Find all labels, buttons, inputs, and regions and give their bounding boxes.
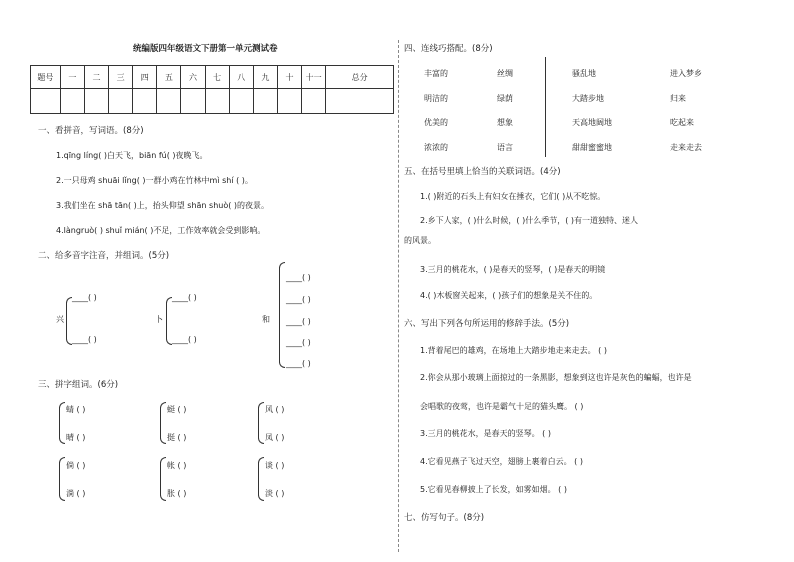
s3-item-3a: 风 ( ) [265,405,285,414]
score-header-cell: 题号 [31,66,61,89]
brace-3 [279,262,285,368]
s6-line-1: 1.背着尾巴的雄鸡，在场地上大踏步地走来走去。 ( ) [420,346,607,355]
s6-line-3: 3.三月的桃花水，是春天的竖琴。 ( ) [420,429,551,438]
s3-item-6a: 谈 ( ) [265,461,285,470]
page-title: 统编版四年级语文下册第一单元测试卷 [133,44,278,54]
s4-c3-4[interactable]: 甜甜蜜蜜地 [572,143,612,152]
s3-item-1b: 晴 ( ) [66,433,86,442]
s4-c4-1[interactable]: 进入梦乡 [670,69,702,78]
s2-blank-2b: ____( ) [172,335,197,344]
s6-line-5: 5.它看见春柳披上了长发，如雾如烟。 ( ) [420,485,567,494]
s5-line-2-cont: 的风景。 [404,236,436,245]
s4-c3-1[interactable]: 骚乱地 [572,69,596,78]
s2-blank-1b: ____( ) [72,335,97,344]
s3-item-3b: 凤 ( ) [265,433,285,442]
section-4-heading: 四、连线巧搭配。(8分) [404,44,493,54]
s3-item-4b: 淌 ( ) [66,489,86,498]
score-cell[interactable] [157,89,181,114]
column-divider [398,40,399,552]
s5-line-1: 1.( )附近的石头上有妇女在捶衣，它们( )从不吃惊。 [420,192,606,201]
s5-line-4: 4.( )木板窗关起来，( )孩子们的想象是关不住的。 [420,291,598,300]
s1-line-3: 3.我们坐在 shā tān( )上，抬头仰望 shān shuò( )的夜景。 [56,201,270,210]
score-header-row [31,66,394,89]
s6-line-2-cont: 会唱歌的夜莺，也许是霸气十足的猫头鹰。 ( ) [420,402,584,411]
s4-c2-2[interactable]: 绿荫 [497,94,513,103]
score-header-cell: 八 [229,66,253,89]
s3-item-1a: 蜻 ( ) [66,405,86,414]
s4-c2-1[interactable]: 丝绸 [497,69,513,78]
section-1-heading: 一、看拼音，写词语。(8分) [38,126,144,136]
section-3-heading: 三、拼字组词。(6分) [38,380,119,390]
brace-s3-5 [160,457,166,501]
s3-item-6b: 淡 ( ) [265,489,285,498]
polyphone-char-2: 卜 [155,315,163,324]
score-cell[interactable] [31,89,61,114]
s5-line-3: 3.三月的桃花水，( )是春天的竖琴，( )是春天的明镜 [420,265,606,274]
s2-blank-3d: ____( ) [286,338,311,347]
score-table [30,65,394,114]
s4-c1-3[interactable]: 优美的 [424,118,448,127]
s4-c2-4[interactable]: 语言 [497,143,513,152]
s1-line-1: 1.qīng líng( )白天飞，biān fú( )夜晚飞。 [56,151,208,160]
s4-c2-3[interactable]: 想象 [497,118,513,127]
s2-blank-3b: ____( ) [286,295,311,304]
brace-s3-3 [258,402,264,444]
score-cell[interactable] [302,89,326,114]
score-cell[interactable] [205,89,229,114]
brace-s3-4 [59,457,65,501]
score-header-cell: 二 [84,66,108,89]
score-header-cell: 七 [205,66,229,89]
s2-blank-3e: ____( ) [286,359,311,368]
s6-line-4: 4.它看见燕子飞过天空，翅膀上裹着白云。 ( ) [420,457,583,466]
s4-c4-2[interactable]: 归来 [670,94,686,103]
s4-c1-2[interactable]: 明洁的 [424,94,448,103]
s4-c3-2[interactable]: 大踏步地 [572,94,604,103]
score-header-cell: 十 [277,66,301,89]
s1-line-4: 4.làngruò( ) shuǐ mián( )不足，工作效率就会受到影响。 [56,226,266,235]
s2-blank-3c: ____( ) [286,317,311,326]
score-cell[interactable] [84,89,108,114]
brace-s3-6 [258,457,264,501]
s4-c1-4[interactable]: 浓浓的 [424,143,448,152]
s6-line-2: 2.你会从那小玻璃上面掠过的一条黑影，想象到这也许是灰色的蝙蝠，也许是 [420,373,692,382]
section-6-heading: 六、写出下列各句所运用的修辞手法。(5分) [404,319,570,329]
score-header-cell: 六 [181,66,205,89]
s2-blank-3a: ____( ) [286,273,311,282]
brace-s3-2 [160,402,166,444]
section-7-heading: 七、仿写句子。(8分) [404,513,485,523]
polyphone-char-1: 兴 [56,315,64,324]
s2-blank-2a: ____( ) [172,293,197,302]
match-separator [545,57,546,157]
section-5-heading: 五、在括号里填上恰当的关联词语。(4分) [404,167,561,177]
s5-line-2: 2.乡下人家，( )什么时候，( )什么季节，( )有一道独特、迷人 [420,216,638,225]
s4-c4-3[interactable]: 吃起来 [670,118,694,127]
score-header-cell: 三 [109,66,133,89]
score-header-cell: 一 [60,66,84,89]
score-header-cell: 十一 [302,66,326,89]
s4-c1-1[interactable]: 丰富的 [424,69,448,78]
s3-item-5b: 胀 ( ) [167,489,187,498]
score-cell[interactable] [326,89,394,114]
s4-c3-3[interactable]: 天高地阔地 [572,118,612,127]
section-2-heading: 二、给多音字注音，并组词。(5分) [38,251,170,261]
brace-s3-1 [59,402,65,444]
score-header-cell: 总分 [326,66,394,89]
s1-line-2: 2.一只母鸡 shuāi lǐng( )一群小鸡在竹林中mì shí ( )。 [56,176,253,185]
score-cell[interactable] [60,89,84,114]
score-header-cell: 五 [157,66,181,89]
s2-blank-1a: ____( ) [72,293,97,302]
s3-item-2b: 挺 ( ) [167,433,187,442]
score-cell[interactable] [253,89,277,114]
score-cell[interactable] [109,89,133,114]
score-cell[interactable] [133,89,157,114]
score-cell[interactable] [277,89,301,114]
s3-item-4a: 倘 ( ) [66,461,86,470]
score-cell[interactable] [181,89,205,114]
score-blank-row [31,89,394,114]
score-cell[interactable] [229,89,253,114]
score-header-cell: 四 [133,66,157,89]
s3-item-2a: 蜓 ( ) [167,405,187,414]
polyphone-char-3: 和 [262,315,270,324]
s4-c4-4[interactable]: 走来走去 [670,143,702,152]
s3-item-5a: 帐 ( ) [167,461,187,470]
score-header-cell: 九 [253,66,277,89]
